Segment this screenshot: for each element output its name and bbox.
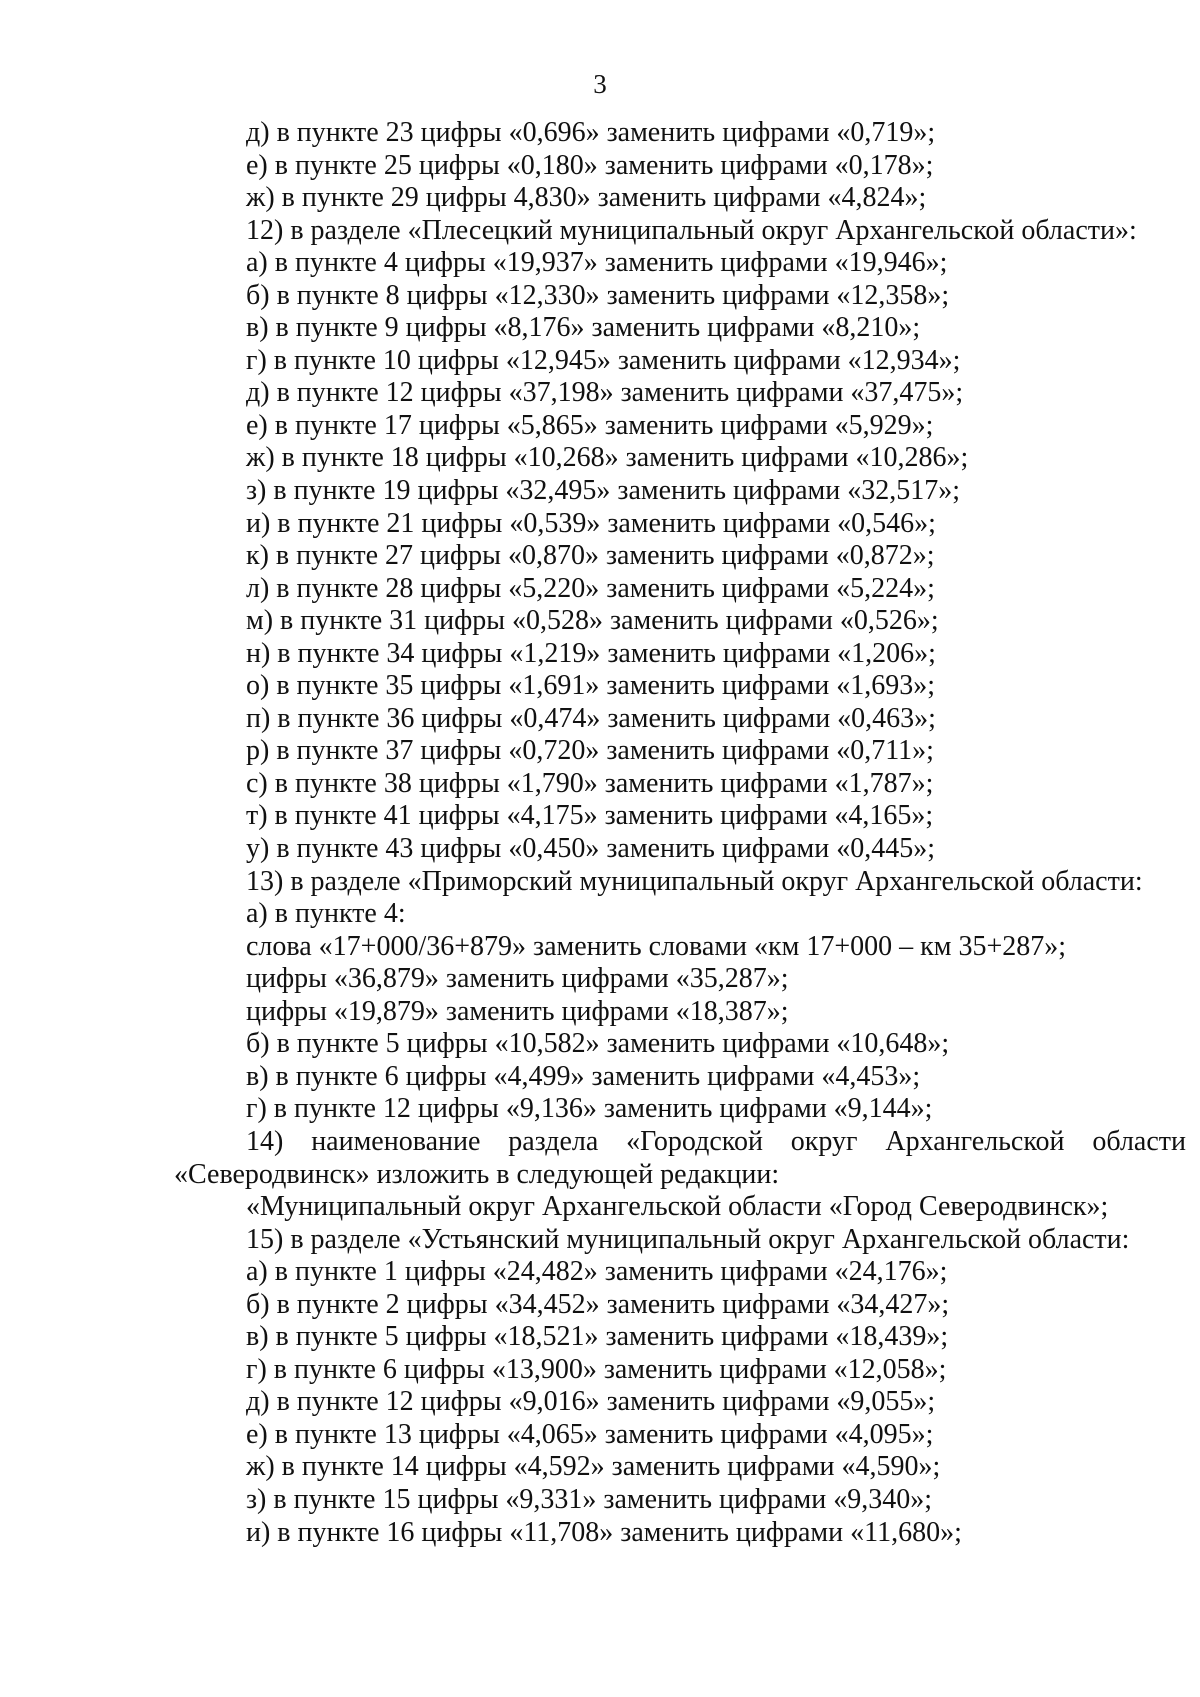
text-line: з) в пункте 15 цифры «9,331» заменить цифрами «9,340»; — [246, 1483, 933, 1515]
text-line: н) в пункте 34 цифры «1,219» заменить цифрами «1,206»; — [246, 637, 936, 669]
text-line: ж) в пункте 14 цифры «4,592» заменить цифрами «4,590»; — [246, 1451, 941, 1483]
text-line: к) в пункте 27 цифры «0,870» заменить цифрами «0,872»; — [246, 540, 935, 572]
section-heading-14: 14) наименование раздела «Городской округ Архангельской области — [246, 1125, 1186, 1157]
text-line: а) в пункте 1 цифры «24,482» заменить цифрами «24,176»; — [246, 1256, 948, 1288]
text-line: слова «17+000/36+879» заменить словами «км 17+000 – км 35+287»; — [246, 930, 1067, 962]
text-line: т) в пункте 41 цифры «4,175» заменить цифрами «4,165»; — [246, 800, 934, 832]
text-line: в) в пункте 5 цифры «18,521» заменить цифрами «18,439»; — [246, 1321, 949, 1353]
document-body — [0, 117, 1200, 1549]
text-line: а) в пункте 4 цифры «19,937» заменить цифрами «19,946»; — [246, 247, 948, 279]
section-heading-13: 13) в разделе «Приморский муниципальный округ Архангельской области: — [246, 865, 1143, 897]
text-line: ж) в пункте 29 цифры 4,830» заменить цифрами «4,824»; — [246, 182, 927, 214]
text-line: б) в пункте 2 цифры «34,452» заменить цифрами «34,427»; — [246, 1288, 950, 1320]
text-line: д) в пункте 12 цифры «37,198» заменить цифрами «37,475»; — [246, 377, 964, 409]
text-line-continuation: «Северодвинск» изложить в следующей редакции: — [174, 1158, 780, 1190]
text-line: з) в пункте 19 цифры «32,495» заменить цифрами «32,517»; — [246, 475, 961, 507]
text-line: б) в пункте 5 цифры «10,582» заменить цифрами «10,648»; — [246, 1028, 950, 1060]
text-line: е) в пункте 13 цифры «4,065» заменить цифрами «4,095»; — [246, 1418, 934, 1450]
text-line: д) в пункте 23 цифры «0,696» заменить цифрами «0,719»; — [246, 117, 936, 148]
text-line: р) в пункте 37 цифры «0,720» заменить цифрами «0,711»; — [246, 735, 934, 767]
text-line: с) в пункте 38 цифры «1,790» заменить цифрами «1,787»; — [246, 767, 934, 799]
text-line: в) в пункте 9 цифры «8,176» заменить цифрами «8,210»; — [246, 312, 921, 344]
text-line: е) в пункте 17 цифры «5,865» заменить цифрами «5,929»; — [246, 409, 934, 441]
page-number: 3 — [593, 69, 607, 99]
text-line: г) в пункте 12 цифры «9,136» заменить цифрами «9,144»; — [246, 1093, 933, 1125]
text-line: и) в пункте 21 цифры «0,539» заменить цифрами «0,546»; — [246, 507, 936, 539]
text-line: д) в пункте 12 цифры «9,016» заменить цифрами «9,055»; — [246, 1386, 936, 1418]
text-line: цифры «19,879» заменить цифрами «18,387»; — [246, 995, 789, 1027]
section-heading-15: 15) в разделе «Устьянский муниципальный округ Архангельской области: — [246, 1223, 1130, 1255]
text-line: у) в пункте 43 цифры «0,450» заменить цифрами «0,445»; — [246, 833, 935, 865]
text-line: г) в пункте 10 цифры «12,945» заменить цифрами «12,934»; — [246, 344, 961, 376]
text-line: а) в пункте 4: — [246, 898, 406, 930]
text-line: б) в пункте 8 цифры «12,330» заменить цифрами «12,358»; — [246, 279, 950, 311]
text-line: «Муниципальный округ Архангельской области «Город Северодвинск»; — [246, 1191, 1109, 1223]
text-line: ж) в пункте 18 цифры «10,268» заменить цифрами «10,286»; — [246, 442, 969, 474]
text-line: цифры «36,879» заменить цифрами «35,287»; — [246, 963, 789, 995]
text-line: г) в пункте 6 цифры «13,900» заменить цифрами «12,058»; — [246, 1353, 947, 1385]
text-line: л) в пункте 28 цифры «5,220» заменить цифрами «5,224»; — [246, 572, 935, 604]
text-line: о) в пункте 35 цифры «1,691» заменить цифрами «1,693»; — [246, 670, 935, 702]
text-line: п) в пункте 36 цифры «0,474» заменить цифрами «0,463»; — [246, 702, 936, 734]
section-heading-12: 12) в разделе «Плесецкий муниципальный округ Архангельской области»: — [246, 214, 1137, 246]
text-line: м) в пункте 31 цифры «0,528» заменить цифрами «0,526»; — [246, 605, 939, 637]
text-line: е) в пункте 25 цифры «0,180» заменить цифрами «0,178»; — [246, 149, 934, 181]
text-line: и) в пункте 16 цифры «11,708» заменить цифрами «11,680»; — [246, 1516, 962, 1548]
text-line: в) в пункте 6 цифры «4,499» заменить цифрами «4,453»; — [246, 1060, 921, 1092]
